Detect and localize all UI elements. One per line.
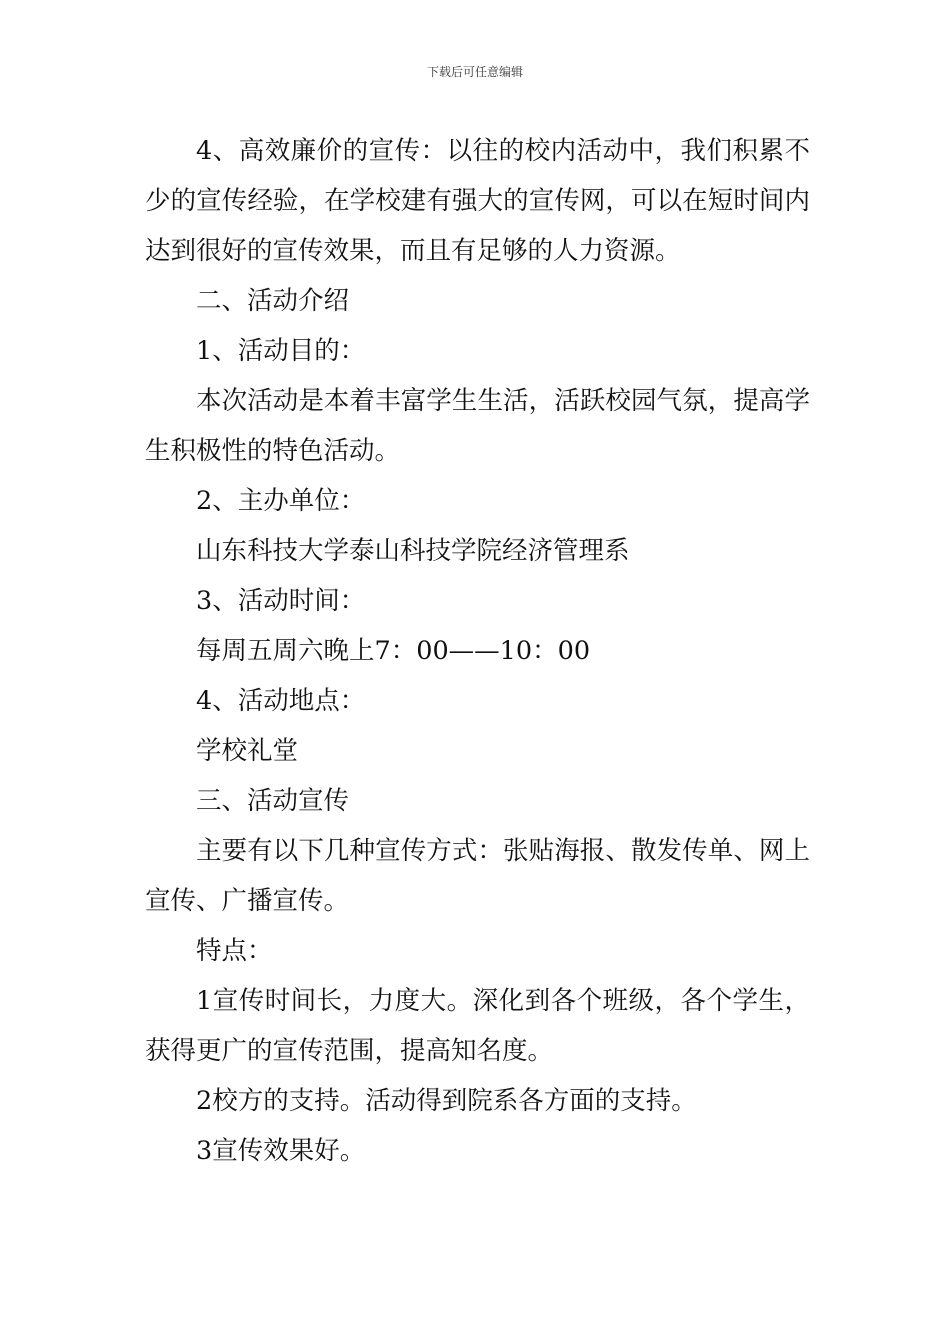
page-header-note: 下载后可任意编辑: [426, 65, 523, 79]
section-heading-activity-intro: 二、活动介绍: [196, 286, 350, 316]
section-heading-activity-promotion: 三、活动宣传: [196, 786, 350, 816]
paragraph-promotion-methods: 主要有以下几种宣传方式：张贴海报、散发传单、网上宣传、广播宣传。: [145, 836, 810, 916]
list-item-feature-1: 1宣传时间长，力度大。深化到各个班级，各个学生，获得更广的宣传范围，提高知名度。: [145, 986, 810, 1066]
paragraph-organizer: 山东科技大学泰山科技学院经济管理系: [196, 536, 630, 566]
subheading-features: 特点：: [196, 936, 273, 966]
subheading-activity-location: 4、活动地点：: [196, 686, 366, 716]
document-body: [145, 126, 810, 1176]
subheading-activity-purpose: 1、活动目的：: [196, 336, 366, 366]
subheading-activity-time: 3、活动时间：: [196, 586, 366, 616]
paragraph-promotion-advantage: 4、高效廉价的宣传：以往的校内活动中，我们积累不少的宣传经验，在学校建有强大的宣传网，可以在短时间内达到很好的宣传效果，而且有足够的人力资源。: [145, 136, 810, 266]
paragraph-activity-time: 每周五周六晚上7：00——10：00: [196, 636, 591, 666]
paragraph-activity-purpose: 本次活动是本着丰富学生生活，活跃校园气氛，提高学生积极性的特色活动。: [145, 386, 810, 466]
subheading-organizer: 2、主办单位：: [196, 486, 366, 516]
list-item-feature-2: 2校方的支持。活动得到院系各方面的支持。: [196, 1086, 697, 1116]
paragraph-activity-location: 学校礼堂: [196, 736, 299, 766]
list-item-feature-3: 3宣传效果好。: [196, 1136, 366, 1166]
